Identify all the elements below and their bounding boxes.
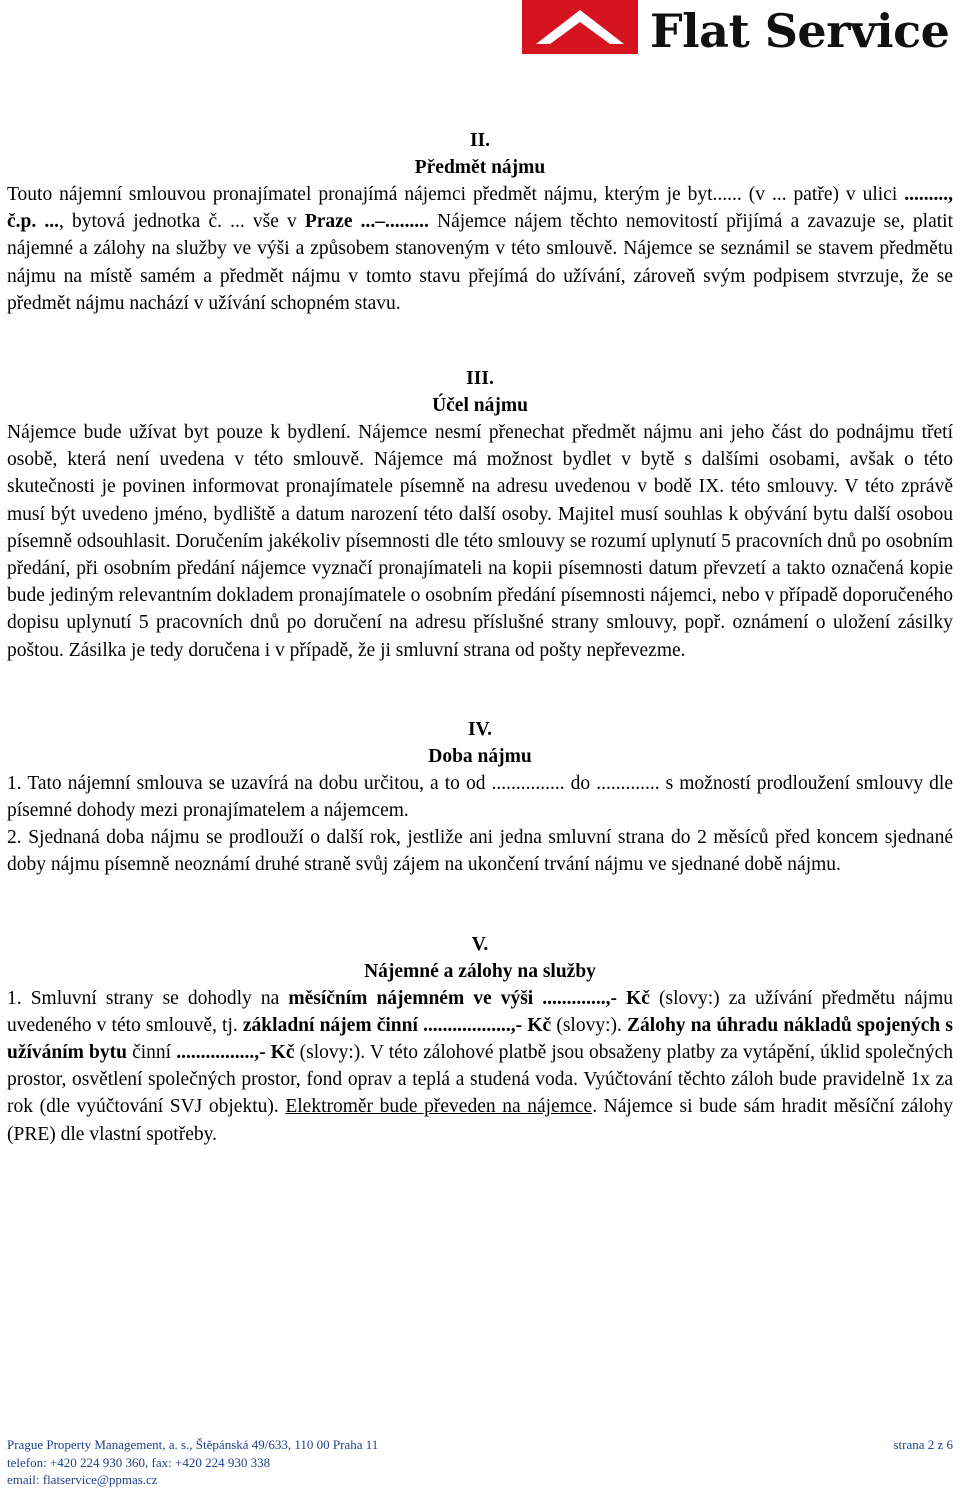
logo-brand-text: Flat Service (650, 4, 950, 58)
footer-phone: telefon: +420 224 930 360, fax: +420 224 930 338 (7, 1454, 271, 1470)
footer-email: email: flatservice@ppmas.cz (7, 1472, 158, 1487)
paragraph: Touto nájemní smlouvou pronajímatel pronajímá nájemci předmět nájmu, kterým je byt...... (v ... patře) v ulici ........., č.p. ..., bytová jednotka č. ... vše v Praze ...–......... Nájemce nájem těchto nemovitostí přijímá a zavazuje se, platit nájemné a zálohy na služby ve výši a způsobem stanoveným v této smlouvě. Nájemce se seznámil se stavem předmětu nájmu na místě samém a předmět nájmu v tomto stavu přejímá do užívání, zároveň svým podpisem stvrzuje, že se předmět nájmu nachází v užívání schopném stavu. (7, 184, 953, 314)
section-title: Nájemné a zálohy na služby (364, 960, 596, 982)
section-number: V. (471, 933, 489, 955)
paragraph: Nájemce bude užívat byt pouze k bydlení. Nájemce nesmí přenechat předmět nájmu ani jeho část do podnájmu třetí osobě, která není uvedena v této smlouvě. Nájemce má možnost bydlet v bytě s dalšími osobami, avšak o této skutečnosti je povinen informovat pronajímatele písemně na adresu uvedenou v bodě IX. této smlouvy. V této zprávě musí být uvedeno jméno, bydliště a datum narození této další osoby. Majitel musí souhlas k obývání bytu další osobou písemně odsouhlasit. Doručením jakékoliv písemnosti dle této smlouvy se rozumí uplynutí 5 pracovních dnů po osobním předání, při osobním předání nájemce vyznačí pronajímateli na kopii písemnosti datum převzetí a takto označená kopie bude jediným relevantním dokladem pronajímatele o osobním předání písemnosti nájemci, nebo v případě doporučeného dopisu uplynutí 5 pracovních dnů po doručení na adresu příslušné strany smlouvy, popř. oznámení o uložení zásilky poštou. Zásilka je tedy doručena i v případě, že ji smluvní strana od pošty nepřevezme. (7, 422, 953, 661)
section-number: IV. (467, 718, 493, 740)
page-footer (7, 1436, 953, 1489)
section-title: Účel nájmu (432, 395, 528, 417)
section-4 (7, 716, 953, 879)
paragraph: 1. Smluvní strany se dohodly na měsíčním nájemném ve výši .............,- Kč (slovy:) za užívání předmětu nájmu uvedeného v této smlouvě, tj. základní nájem činní ..................,- Kč (slovy:). Zálohy na úhradu nákladů spojených s užíváním bytu činní ................,- Kč (slovy:). V této zálohové platbě jsou obsaženy platby za vytápění, úklid společných prostor, osvětlení společných prostor, fond oprav a teplá a studená voda. Vyúčtování těchto záloh bude pravidelně 1x za rok (dle vyúčtování SVJ objektu). Elektroměr bude převeden na nájemce. Nájemce si bude sám hradit měsíční zálohy (PRE) dle vlastní spotřeby. (7, 987, 954, 1145)
section-number: III. (466, 368, 494, 390)
footer-company: Prague Property Management, a. s., Štěpánská 49/633, 110 00 Praha 11 (7, 1437, 379, 1452)
flat-service-logo (522, 0, 950, 60)
section-2 (7, 127, 953, 317)
section-title: Doba nájmu (428, 745, 532, 767)
document-body (7, 112, 953, 1148)
paragraph: 2. Sjednaná doba nájmu se prodlouží o další rok, jestliže ani jedna smluvní strana do 2 měsíců před koncem sjednané doby nájmu písemně neoznámí druhé straně svůj zájem na ukončení trvání nájmu ve sjednané době nájmu. (7, 827, 953, 876)
logo-mark-icon (522, 0, 642, 56)
section-3 (7, 365, 953, 664)
footer-page-number: strana 2 z 6 (893, 1437, 953, 1452)
section-title: Předmět nájmu (414, 157, 546, 178)
section-number: II. (469, 130, 491, 151)
paragraph: 1. Tato nájemní smlouva se uzavírá na dobu určitou, a to od ............... do ............. s možností prodloužení smlouvy dle písemné dohody mezi pronajímatelem a nájemcem. (7, 772, 953, 822)
section-5 (7, 931, 953, 1148)
